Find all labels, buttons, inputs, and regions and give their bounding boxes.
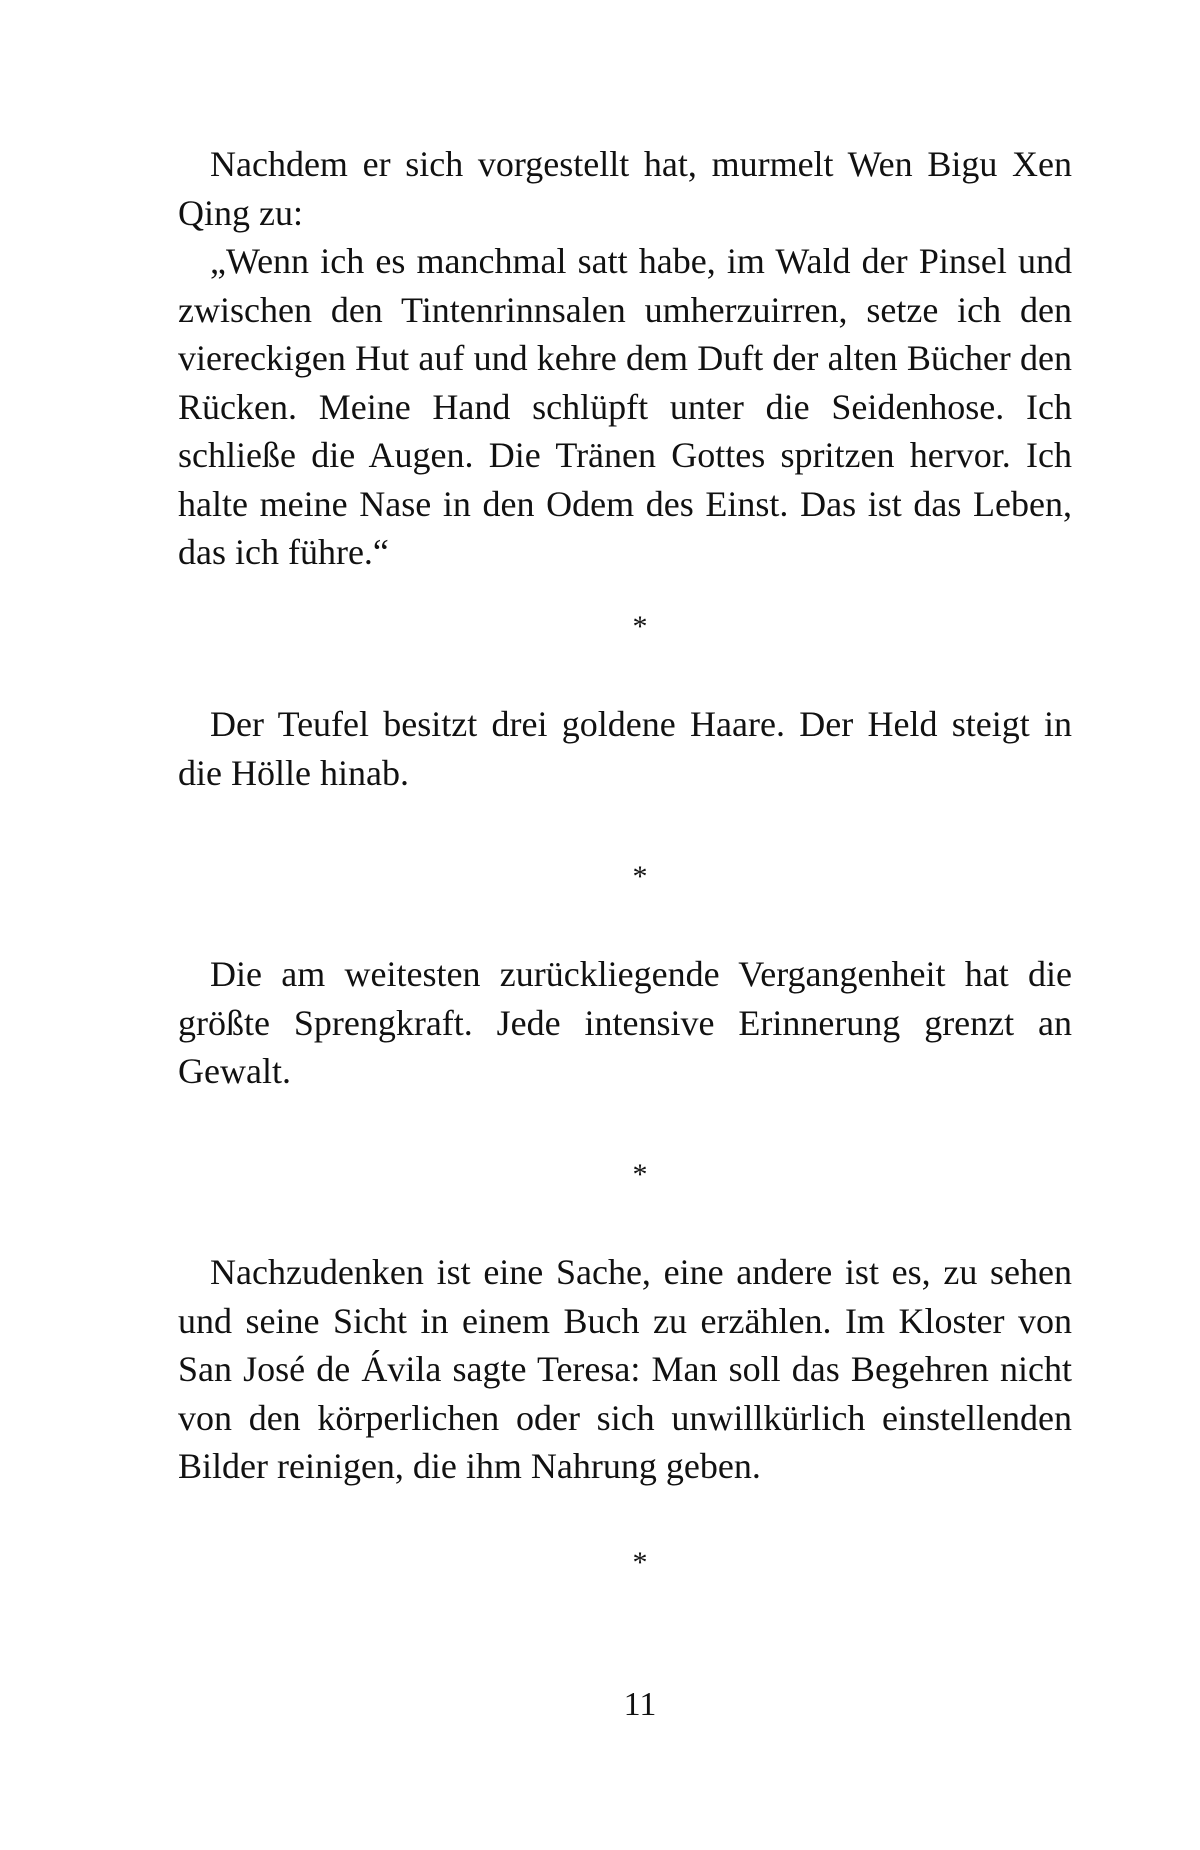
section-3 xyxy=(178,950,1072,1096)
section-separator: * xyxy=(632,1546,648,1579)
section-2 xyxy=(178,700,1072,797)
section-separator: * xyxy=(632,610,648,643)
page-number: 11 xyxy=(623,1686,657,1723)
section-separator: * xyxy=(632,860,648,893)
paragraph: „Wenn ich es manchmal satt habe, im Wald der Pinsel und zwischen den Tintenrinnsalen umherzuirren, setze ich den viereckigen Hut auf und kehre dem Duft der alten Bücher den Rücken. Meine Hand schlüpft unter die Seidenhose. Ich schließe die Augen. Die Tränen Gottes spritzen hervor. Ich halte meine Nase in den Odem des Einst. Das ist das Leben, das ich führe.“ xyxy=(178,241,1072,572)
paragraph: Nachzudenken ist eine Sache, eine andere ist es, zu sehen und seine Sicht in einem Buch zu erzählen. Im Kloster von San José de Ávila sagte Teresa: Man soll das Begehren nicht von den körperlichen oder sich unwillkürlich einstellenden Bilder reinigen, die ihm Nahrung geben. xyxy=(178,1252,1072,1486)
paragraph: Nachdem er sich vorgestellt hat, murmelt Wen Bigu Xen Qing zu: xyxy=(178,144,1072,233)
section-4 xyxy=(178,1248,1072,1491)
section-separator: * xyxy=(632,1158,648,1191)
section-1 xyxy=(178,140,1072,577)
paragraph: Der Teufel besitzt drei goldene Haare. Der Held steigt in die Hölle hinab. xyxy=(178,704,1072,793)
paragraph: Die am weitesten zurückliegende Vergangenheit hat die größte Sprengkraft. Jede intensive Erinnerung grenzt an Gewalt. xyxy=(178,954,1072,1091)
